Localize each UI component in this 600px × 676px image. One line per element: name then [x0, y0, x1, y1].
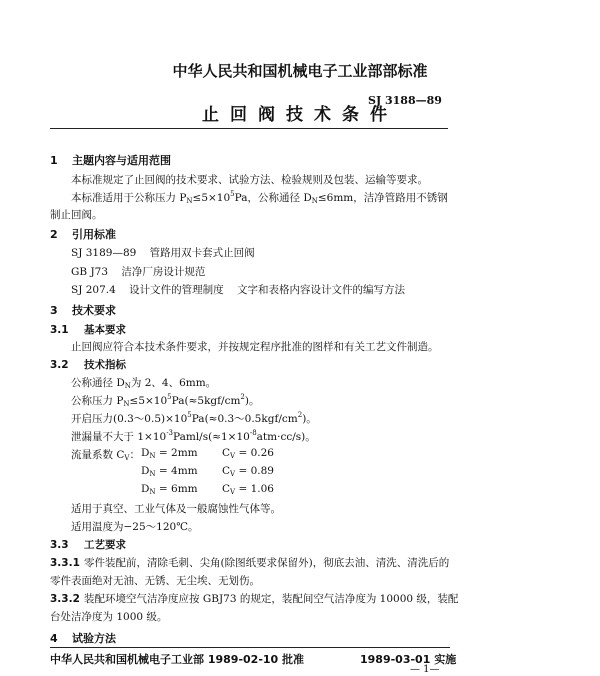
flow-row-diameter: DN = 2mm	[141, 447, 198, 460]
section-3-heading	[50, 302, 116, 318]
standard-code: SJ 3188—89	[368, 94, 442, 107]
footer-rule	[50, 647, 450, 648]
section-title: 主题内容与适用范围	[72, 154, 171, 167]
section-number: 3	[50, 304, 58, 317]
section-title: 技术要求	[72, 304, 116, 317]
approval-line: 中华人民共和国机械电子工业部 1989-02-10 批准	[50, 653, 305, 666]
section-1-paragraph-2: 本标准适用于公称压力 $PN\le 5\times 10^5Pa$，公称通径 DN≤6mm，洁净管路用不锈钢	[71, 190, 448, 205]
section-number: 1	[50, 154, 58, 167]
subsection-3-1-heading: 3.1 基本要求	[50, 324, 126, 336]
section-1-paragraph-1: 本标准规定了止回阀的技术要求、试验方法、检验规则及包装、运输等要求。	[71, 174, 428, 186]
clause-3-3-2: 3.3.2 装配环境空气洁净度应按 GBJ73 的规定，装配间空气洁净度为 10000 级，装配	[50, 593, 459, 605]
applicable-media: 适用于真空、工业气体及一般腐蚀性气体等。	[71, 503, 281, 515]
section-number: 4	[50, 632, 58, 645]
leakage-spec: 泄漏量不大于 $1\times 10^{-3}Paml/s(\approx 1\times 10^{-8}atm\cdot cc/s)$。	[71, 429, 316, 443]
flow-row-coefficient: CV = 0.26	[222, 447, 274, 460]
subsection-3-3-heading: 3.3 工艺要求	[50, 539, 126, 551]
section-4-heading	[50, 630, 116, 646]
section-2-heading	[50, 226, 116, 242]
section-1-heading	[50, 152, 171, 168]
section-1-paragraph-2-cont: 制止回阀。	[50, 209, 103, 221]
page-number: — 1—	[410, 664, 440, 675]
header-rule	[50, 128, 448, 129]
reference-item: SJ 3189—89 管路用双卡套式止回阀	[71, 247, 255, 259]
nominal-pressure-spec: 公称压力 $PN\le 5\times 10^5Pa(\approx 5kgf/cm^2)$。	[71, 393, 260, 408]
applicable-temperature: 适用温度为−25～120℃。	[71, 521, 199, 533]
flow-row-diameter: DN = 6mm	[141, 483, 198, 496]
subsection-3-2-heading: 3.2 技术指标	[50, 359, 126, 371]
section-title: 引用标准	[72, 228, 116, 241]
effective-date: 1989-03-01 实施	[360, 653, 457, 666]
clause-3-3-2-cont: 台处洁净度为 1000 级。	[50, 611, 168, 623]
reference-item: SJ 207.4 设计文件的管理制度 文字和表格内容设计文件的编写方法	[71, 284, 405, 296]
clause-3-3-1: 3.3.1 零件装配前，清除毛刺、尖角(除图纸要求保留外)，彻底去油、清洗、清洗后的	[50, 557, 450, 569]
clause-3-3-1-cont: 零件表面绝对无油、无锈、无尘埃、无划伤。	[50, 575, 260, 587]
document-title: 止回阀技术条件	[202, 105, 398, 125]
flow-row-coefficient: CV = 1.06	[222, 483, 274, 496]
opening-pressure-spec: 开启压力$(0.3\sim 0.5)\times 10^5Pa(\approx 0.3\sim 0.5kgf/cm^2)$。	[71, 411, 317, 425]
section-number: 2	[50, 228, 58, 241]
section-title: 试验方法	[72, 632, 116, 645]
nominal-diameter-spec: 公称通径 DN为 2、4、6mm。	[71, 377, 217, 390]
org-standard-heading: 中华人民共和国机械电子工业部部标准	[172, 62, 428, 80]
flow-row-diameter: DN = 4mm	[141, 465, 198, 478]
subsection-3-1-text: 止回阀应符合本技术条件要求，并按规定程序批准的图样和有关工艺文件制造。	[71, 341, 439, 353]
reference-item: GB J73 洁净厂房设计规范	[71, 266, 206, 278]
flow-coefficient-label: 流量系数 CV：	[71, 449, 140, 462]
flow-row-coefficient: CV = 0.89	[222, 465, 274, 478]
